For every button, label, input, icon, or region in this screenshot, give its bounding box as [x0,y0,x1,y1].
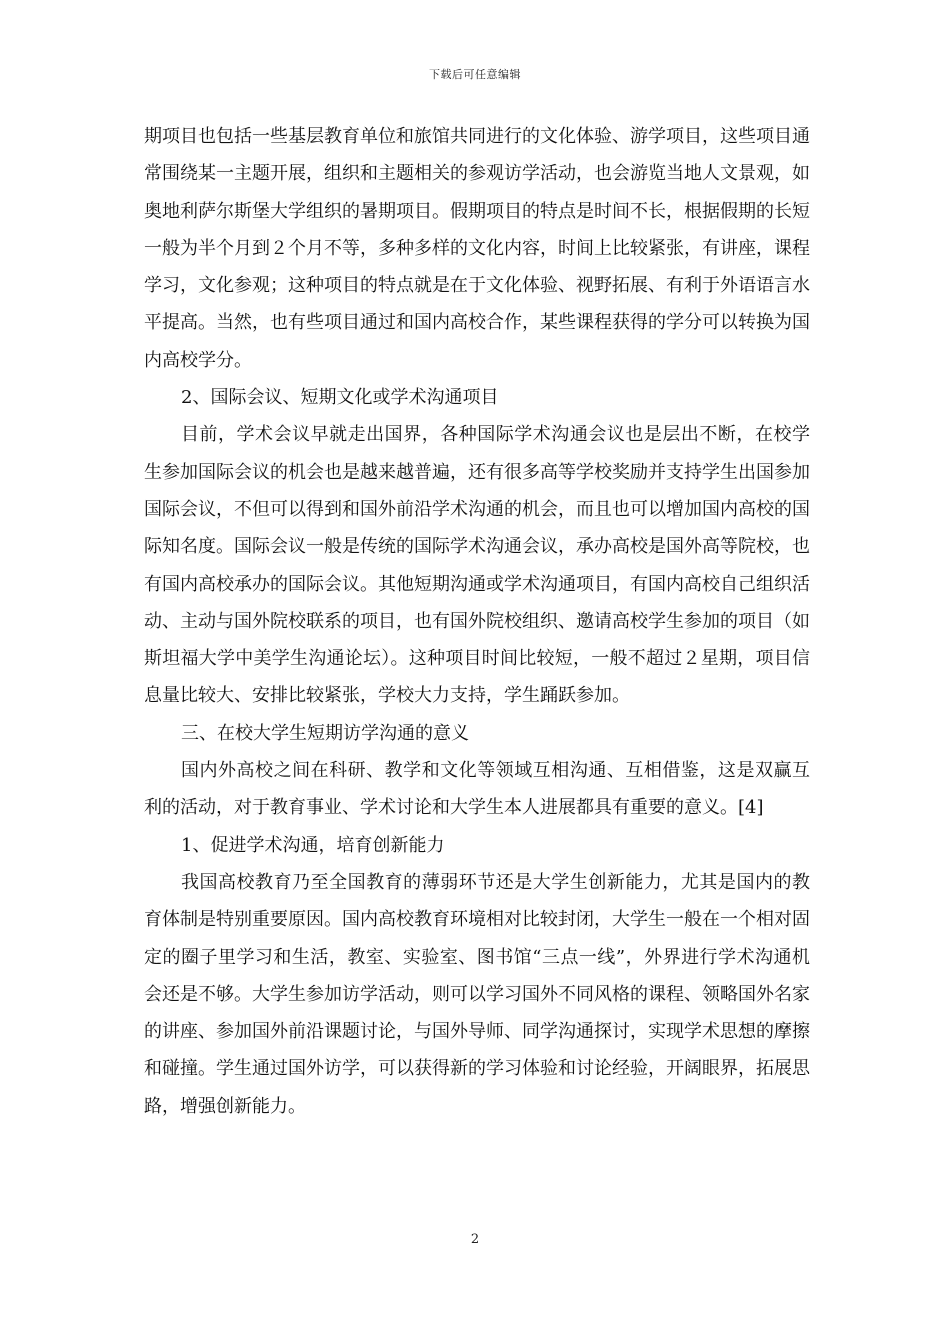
section-heading-significance: 三、在校大学生短期访学沟通的意义 [181,722,469,744]
paragraph-significance: 国内外高校之间在科研、教学和文化等领域互相沟通、互相借鉴，这是双赢互利的活动，对于教育事业、学术讨论和大学生本人进展都具有重要的意义。[4] [144,760,810,819]
paragraph-continued: 期项目也包括一些基层教育单位和旅馆共同进行的文化体验、游学项目，这些项目通常围绕某一主题开展，组织和主题相关的参观访学活动，也会游览当地人文景观，如奥地利萨尔斯堡大学组织的暑期项目。假期项目的特点是时间不长，根据假期的长短一般为半个月到２个月不等，多种多样的文化内容，时间上比较紧张，有讲座，课程学习，文化参观；这种项目的特点就是在于文化体验、视野拓展、有利于外语语言水平提高。当然，也有些项目通过和国内高校合作，某些课程获得的学分可以转换为国内高校学分。 [144,126,810,371]
paragraph-innovation: 我国高校教育乃至全国教育的薄弱环节还是大学生创新能力，尤其是国内的教育体制是特别重要原因。国内高校教育环境相对比较封闭，大学生一般在一个相对固定的圈子里学习和生活，教室、实验室、图书馆“三点一线”，外界进行学术沟通机会还是不够。大学生参加访学活动，则可以学习国外不同风格的课程、领略国外名家的讲座、参加国外前沿课题讨论，与国外导师、同学沟通探讨，实现学术思想的摩擦和碰撞。学生通过国外访学，可以获得新的学习体验和讨论经验，开阔眼界，拓展思路，增强创新能力。 [144,871,810,1117]
paragraph-conferences: 目前，学术会议早就走出国界，各种国际学术沟通会议也是层出不断，在校学生参加国际会议的机会也是越来越普遍，还有很多高等学校奖励并支持学生出国参加国际会议，不但可以得到和国外前沿学术沟通的机会，而且也可以增加国内高校的国际知名度。国际会议一般是传统的国际学术沟通会议，承办高校是国外高等院校，也有国内高校承办的国际会议。其他短期沟通或学术沟通项目，有国内高校自己组织活动、主动与国外院校联系的项目，也有国外院校组织、邀请高校学生参加的项目（如斯坦福大学中美学生沟通论坛）。这种项目时间比较短，一般不超过２星期，项目信息量比较大、安排比较紧张，学校大力支持，学生踊跃参加。 [144,424,810,707]
section-heading-innovation: 1、促进学术沟通，培育创新能力 [181,834,445,856]
page-header-note: 下载后可任意编辑 [429,68,521,81]
section-heading-international-conferences: 2、国际会议、短期文化或学术沟通项目 [181,387,499,409]
document-body [144,118,810,1125]
page-number: 2 [470,1232,480,1247]
